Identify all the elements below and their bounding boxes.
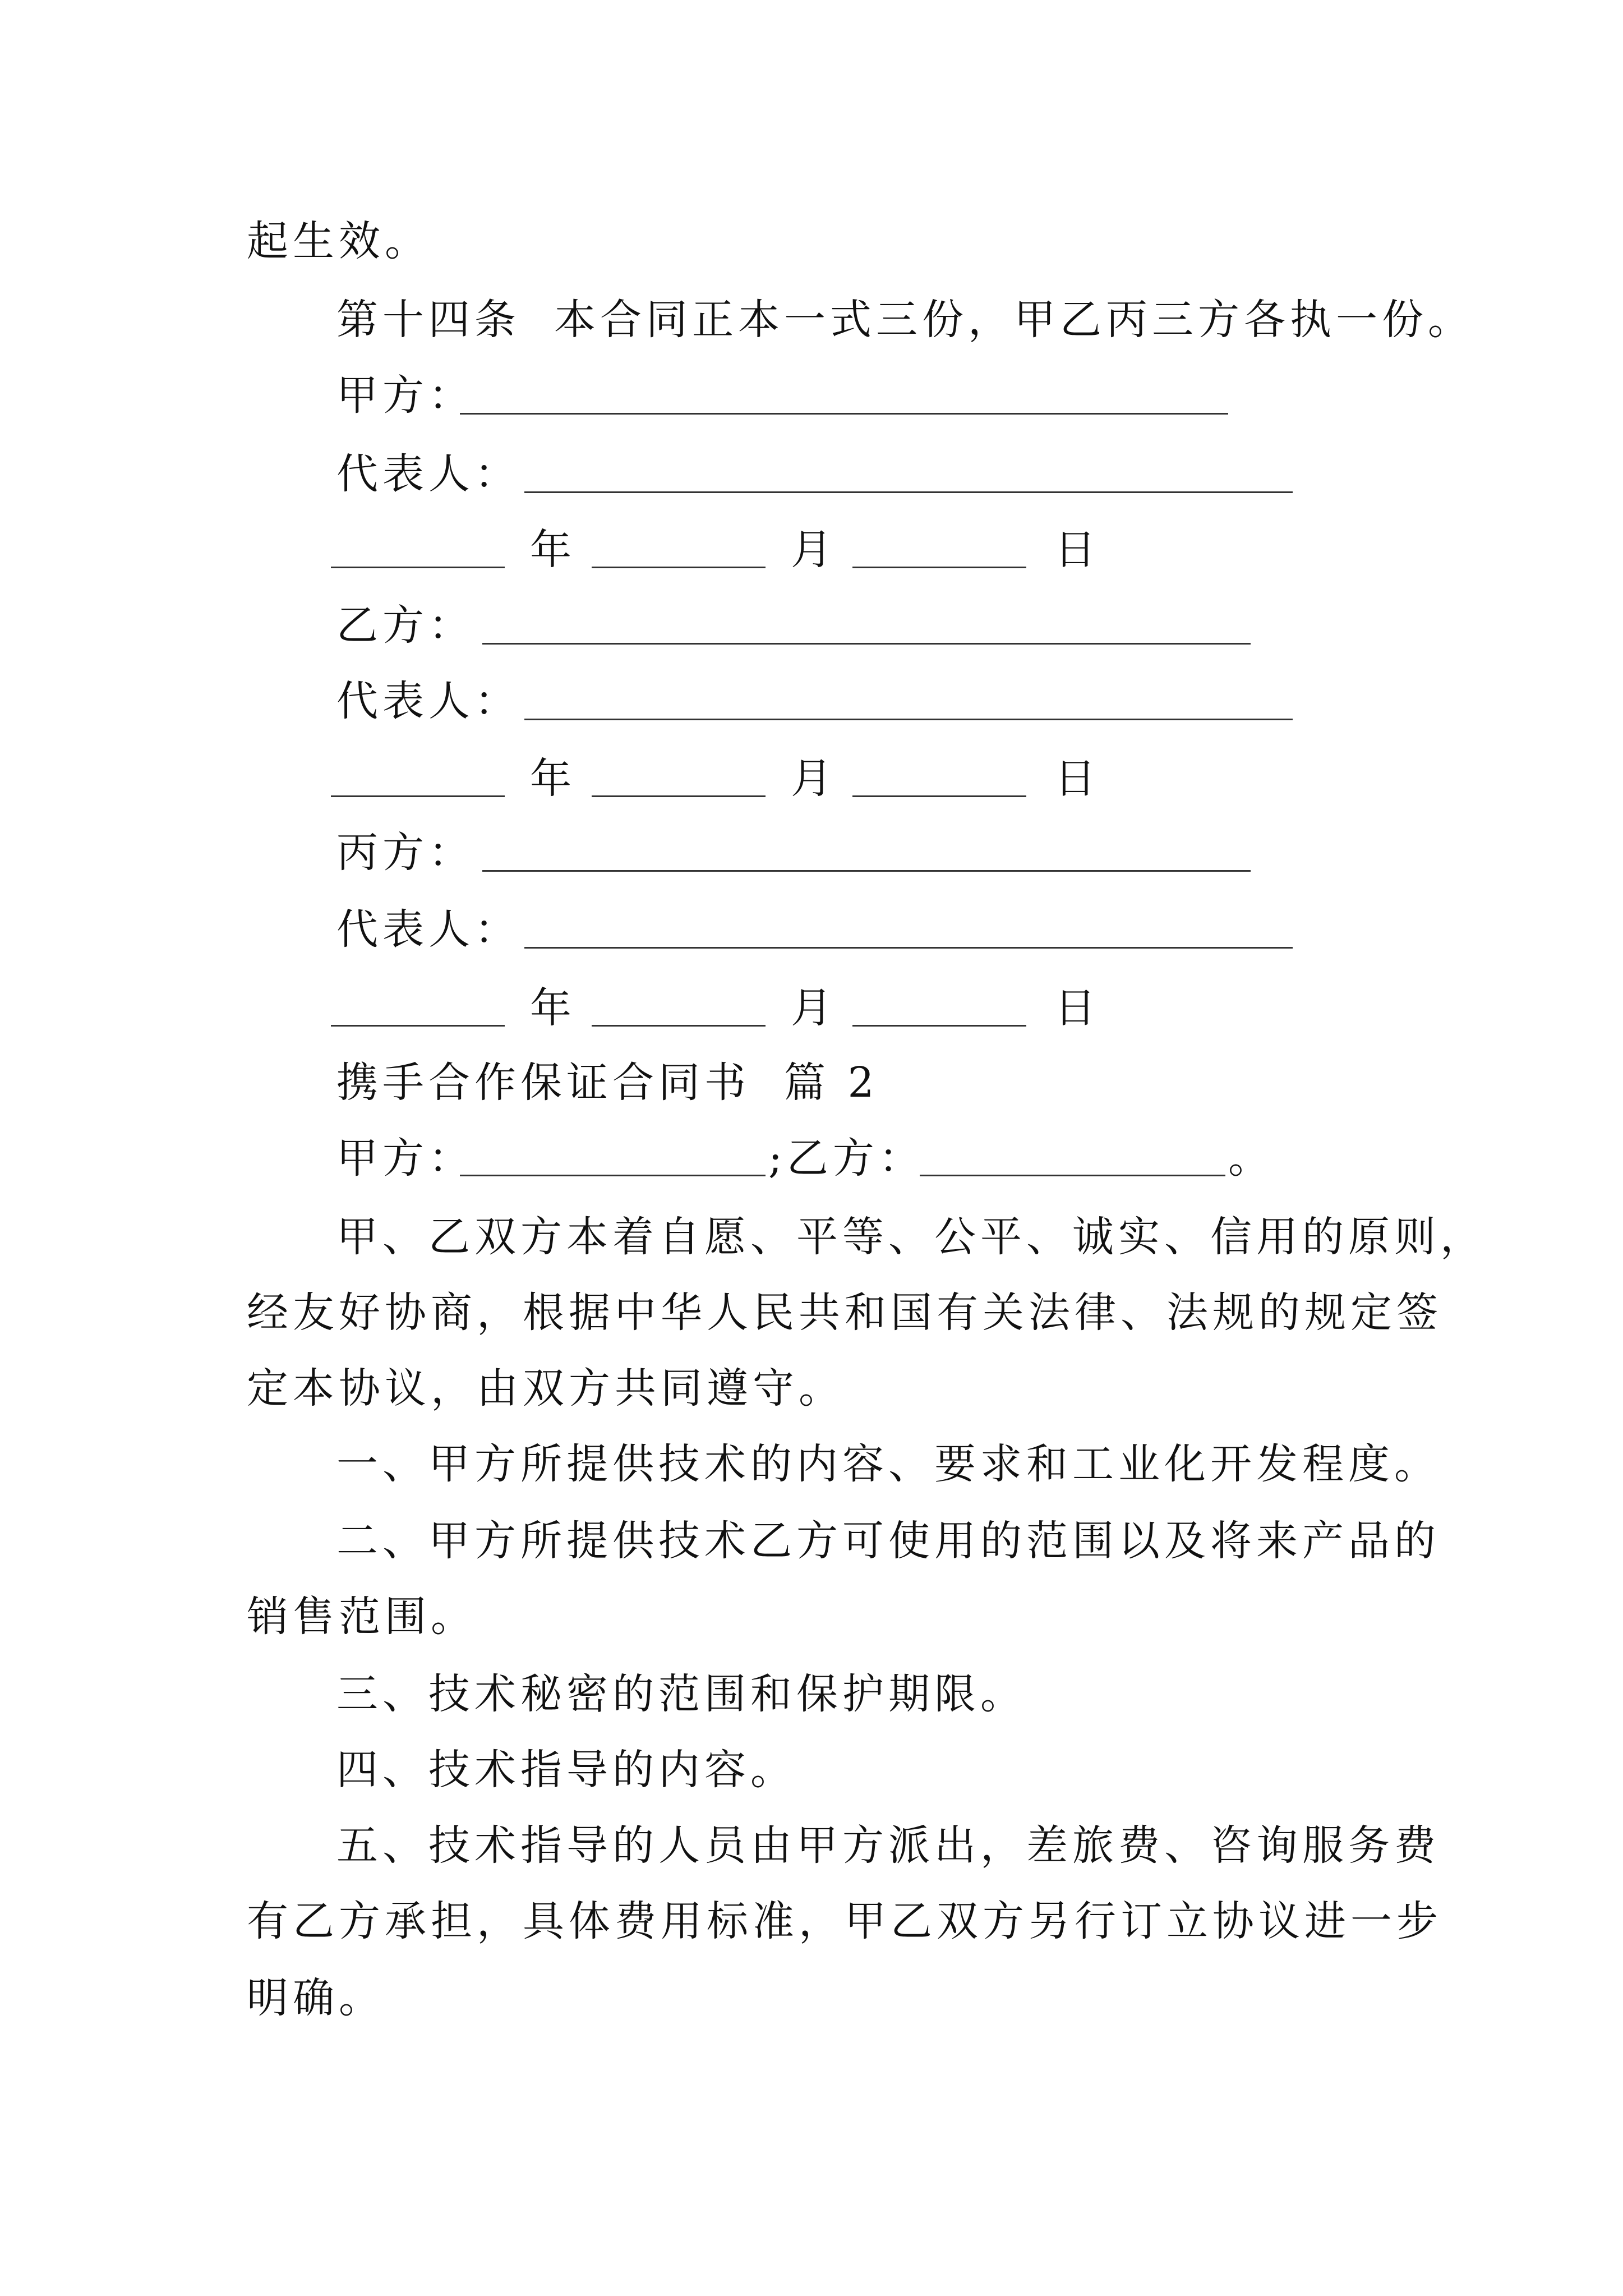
party-b-day-blank[interactable] <box>852 795 1026 797</box>
item-5-line-1: 五、技术指导的人员由甲方派出，差旅费、咨询服务费 <box>336 1821 1440 1870</box>
party-b-label: 乙方： <box>336 601 474 650</box>
item-5-line-2: 有乙方承担，具体费用标准，甲乙双方另行订立协议进一步 <box>247 1897 1442 1945</box>
party-b-year-label: 年 <box>530 754 576 803</box>
intro-line-1: 甲、乙双方本着自愿、平等、公平、诚实、信用的原则， <box>336 1213 1486 1261</box>
item-1: 一、甲方所提供技术的内容、要求和工业化开发程度。 <box>336 1440 1440 1488</box>
party-a-month-label: 月 <box>791 526 837 574</box>
intro-line-3: 定本协议，由双方共同遵守。 <box>247 1364 845 1412</box>
party-a-label: 甲方： <box>336 371 474 420</box>
article-14-text: 本合同正本一式三份，甲乙丙三方各执一份。 <box>554 296 1474 344</box>
party-a-day-label: 日 <box>1054 526 1100 574</box>
item-2-line-1: 二、甲方所提供技术乙方可使用的范围以及将来产品的 <box>336 1517 1440 1565</box>
party-b-rep-label: 代表人： <box>336 677 520 725</box>
party-c-year-blank[interactable] <box>331 1025 505 1027</box>
paragraph-continuation: 起生效。 <box>247 217 431 265</box>
party-b-blank[interactable] <box>482 643 1251 645</box>
item-2-line-2: 销售范围。 <box>247 1593 477 1641</box>
item-4: 四、技术指导的内容。 <box>336 1746 796 1794</box>
party-c-month-blank[interactable] <box>592 1025 766 1027</box>
party-a-year-blank[interactable] <box>331 567 505 568</box>
item-5-line-3: 明确。 <box>247 1974 385 2022</box>
party-c-rep-blank[interactable] <box>524 947 1293 949</box>
section-2-line-end: 。 <box>1228 1134 1274 1182</box>
article-14 <box>336 292 1474 348</box>
section-2-title <box>336 1055 879 1111</box>
item-3: 三、技术秘密的范围和保护期限。 <box>336 1670 1026 1718</box>
section-2-party-a-label: 甲方： <box>336 1134 474 1182</box>
party-b-year-blank[interactable] <box>331 795 505 797</box>
party-c-day-label: 日 <box>1054 984 1100 1032</box>
party-b-rep-blank[interactable] <box>524 719 1293 720</box>
party-c-day-blank[interactable] <box>852 1025 1026 1027</box>
party-c-blank[interactable] <box>482 870 1251 872</box>
party-b-month-label: 月 <box>791 754 837 803</box>
section-2-party-b-blank[interactable] <box>920 1175 1225 1176</box>
section-2-party-a-blank[interactable] <box>460 1175 766 1176</box>
party-c-label: 丙方： <box>336 829 474 877</box>
party-c-year-label: 年 <box>530 984 576 1032</box>
party-b-month-blank[interactable] <box>592 795 766 797</box>
section-2-title-text: 携手合作保证合同书 <box>336 1059 750 1107</box>
intro-line-2: 经友好协商，根据中华人民共和国有关法律、法规的规定签 <box>247 1289 1442 1337</box>
party-a-year-label: 年 <box>530 526 576 574</box>
party-a-blank[interactable] <box>460 413 1228 415</box>
party-b-day-label: 日 <box>1054 754 1100 803</box>
party-c-month-label: 月 <box>791 984 837 1032</box>
party-a-day-blank[interactable] <box>852 567 1026 568</box>
article-14-label: 第十四条 <box>336 296 520 344</box>
party-a-rep-blank[interactable] <box>524 491 1293 493</box>
party-a-rep-label: 代表人： <box>336 450 520 498</box>
section-2-party-b-label: ;乙方： <box>768 1134 925 1182</box>
party-c-rep-label: 代表人： <box>336 905 520 954</box>
section-2-number: 篇 2 <box>784 1059 879 1107</box>
party-a-month-blank[interactable] <box>592 567 766 568</box>
